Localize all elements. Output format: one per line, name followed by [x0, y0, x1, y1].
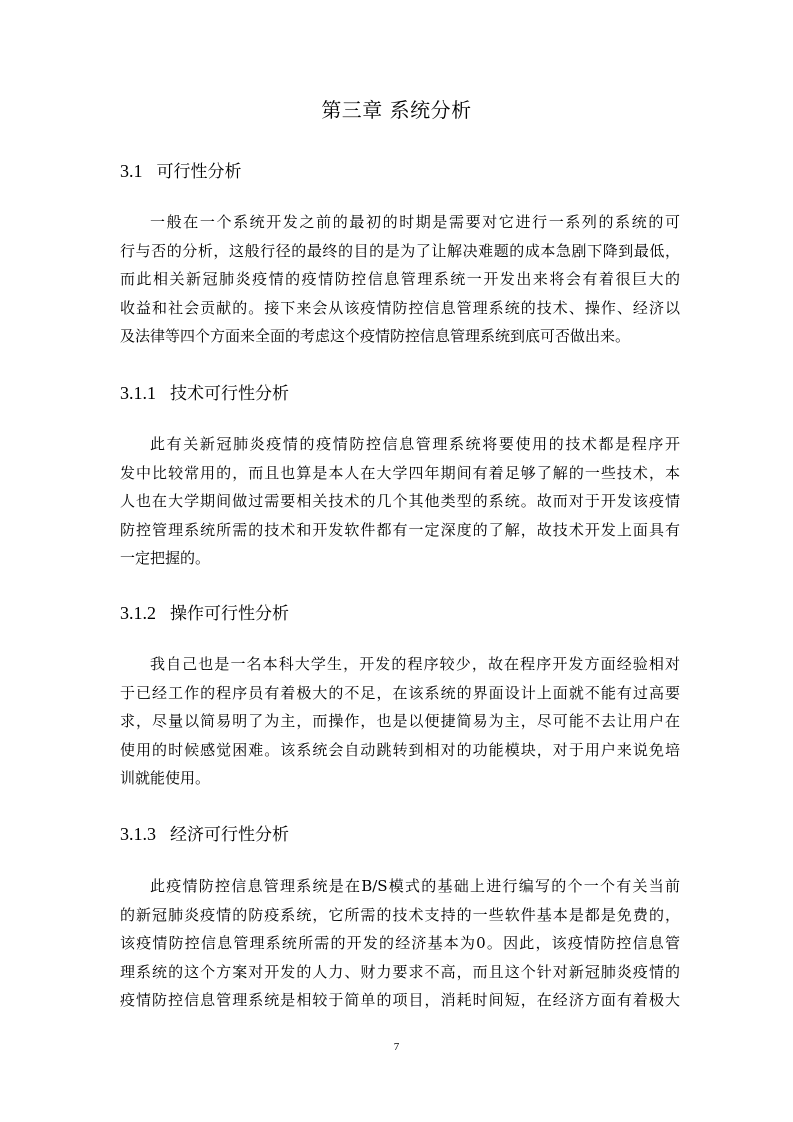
section-heading-3-1-3 — [120, 822, 680, 847]
paragraph-line: 一般在一个系统开发之前的最初的时期是需要对它进行一系列的系统的可 — [150, 213, 680, 231]
section-heading-3-1-2 — [120, 601, 680, 626]
section-title: 可行性分析 — [156, 162, 242, 182]
section-title: 经济可行性分析 — [170, 825, 289, 845]
paragraph-line: 训就能使用。 — [120, 769, 211, 787]
paragraph-line: 疫情防控信息管理系统是相较于简单的项目，消耗时间短，在经济方面有着极大 — [120, 991, 680, 1009]
section-title: 技术可行性分析 — [170, 384, 289, 404]
paragraph-feasibility — [120, 208, 680, 351]
paragraph-line: 一定把握的。 — [120, 549, 211, 567]
section-number: 3.1.2 — [120, 603, 156, 623]
paragraph-line: 我自己也是一名本科大学生，开发的程序较少，故在程序开发方面经验相对 — [150, 655, 680, 673]
section-heading-3-1 — [120, 159, 680, 184]
paragraph-line: 此有关新冠肺炎疫情的疫情防控信息管理系统将要使用的技术都是程序开 — [150, 435, 680, 453]
paragraph-line: 人也在大学期间做过需要相关技术的几个其他类型的系统。故而对于开发该疫情 — [120, 492, 680, 510]
paragraph-line: 防控管理系统所需的技术和开发软件都有一定深度的了解，故技术开发上面具有 — [120, 520, 680, 539]
section-number: 3.1.3 — [120, 824, 156, 844]
paragraph-technical-feasibility — [120, 430, 680, 573]
paragraph-line: 及法律等四个方面来全面的考虑这个疫情防控信息管理系统到底可否做出来。 — [120, 327, 631, 345]
section-number: 3.1.1 — [120, 383, 156, 403]
paragraph-line: 于已经工作的程序员有着极大的不足，在该系统的界面设计上面就不能有过高要 — [120, 683, 680, 702]
section-title: 操作可行性分析 — [170, 604, 289, 624]
paragraph-operational-feasibility — [120, 650, 680, 793]
page-number: 7 — [393, 1041, 400, 1053]
paragraph-line: 理系统的这个方案对开发的人力、财力要求不高，而且这个针对新冠肺炎疫情的 — [120, 962, 680, 981]
paragraph-line: 发中比较常用的，而且也算是本人在大学四年期间有着足够了解的一些技术，本 — [120, 463, 680, 482]
paragraph-line: 使用的时候感觉困难。该系统会自动跳转到相对的功能模块，对于用户来说免培 — [120, 740, 680, 759]
section-heading-3-1-1 — [120, 381, 680, 406]
paragraph-economic-feasibility — [120, 872, 680, 1015]
chapter-title: 第三章 系统分析 — [321, 98, 472, 122]
paragraph-line: 该疫情防控信息管理系统所需的开发的经济基本为0。因此，该疫情防控信息管 — [120, 934, 680, 952]
paragraph-line: 此疫情防控信息管理系统是在B/S模式的基础上进行编写的个一个有关当前 — [150, 877, 680, 895]
paragraph-line: 求，尽量以简易明了为主，而操作，也是以便捷简易为主，尽可能不去让用户在 — [120, 712, 680, 730]
section-number: 3.1 — [120, 161, 143, 181]
paragraph-line: 而此相关新冠肺炎疫情的疫情防控信息管理系统一开发出来将会有着很巨大的 — [120, 270, 680, 288]
paragraph-line: 行与否的分析，这般行径的最终的目的是为了让解决难题的成本急剧下降到最低， — [120, 241, 680, 260]
paragraph-line: 的新冠肺炎疫情的防疫系统，它所需的技术支持的一些软件基本是都是免费的， — [120, 905, 680, 924]
paragraph-line: 收益和社会贡献的。接下来会从该疫情防控信息管理系统的技术、操作、经济以 — [120, 298, 680, 317]
